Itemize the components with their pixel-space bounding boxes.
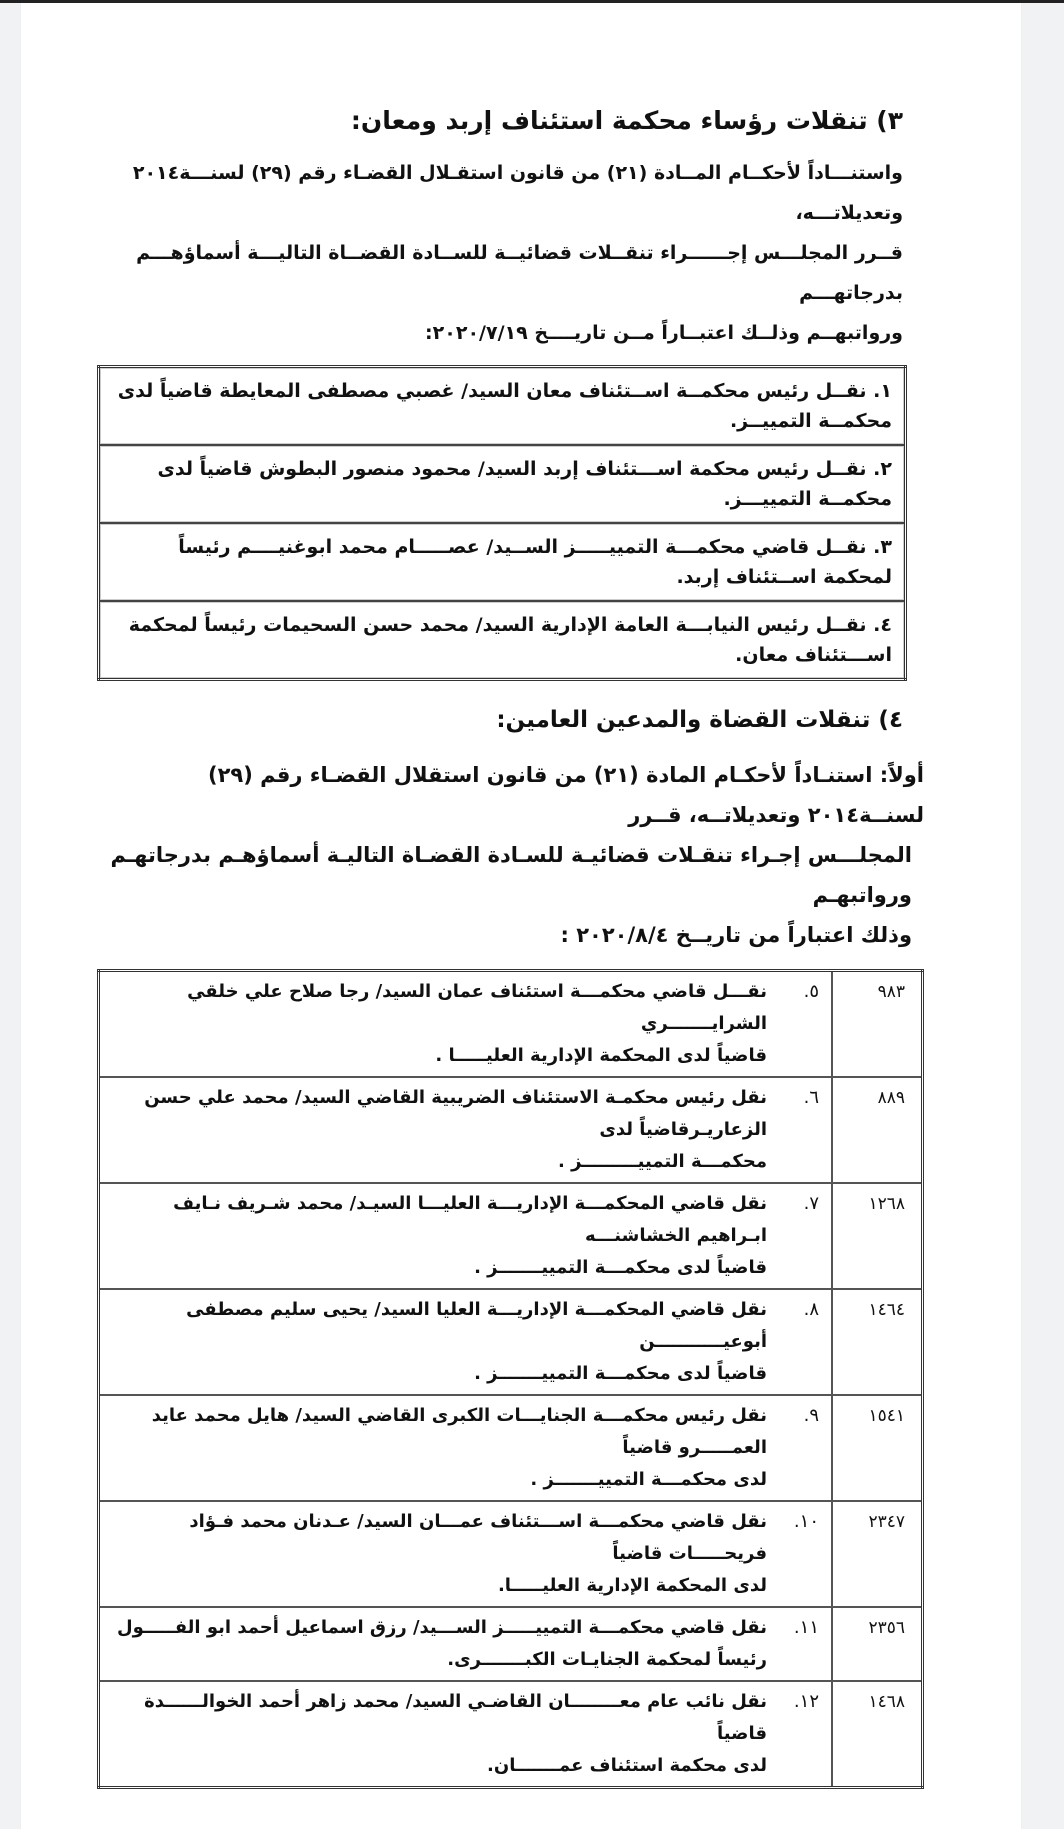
paragraph-line: المجلـــس إجـراء تنقـلات قضائيـة للسـادة القضـاة التاليـة أسماؤهـم بدرجاتهـم ورواتبهـم	[110, 843, 912, 907]
transfer-cell	[99, 971, 833, 1078]
transfer-text: نقل رئيس محكمـة الاستئناف الضريبية القاضي السيد/ محمد علي حسن الزعاريـرقاضياً لدى	[144, 1087, 767, 1140]
transfer-line-2: قاضياً لدى محكمـــة التمييـــــــز .	[474, 1257, 767, 1278]
transfer-cell	[99, 1077, 833, 1183]
table-row	[99, 445, 906, 523]
transfer-cell	[99, 1501, 833, 1607]
table-row	[99, 1607, 923, 1681]
section-3-heading: ٣) تنقلات رؤساء محكمة استئناف إربد ومعان:	[350, 106, 903, 135]
section-4-transfers-table	[97, 969, 924, 1789]
item-index: ٧.	[803, 1193, 819, 1214]
record-number: ١٥٤١	[832, 1395, 923, 1501]
record-number: ٢٣٥٦	[832, 1607, 923, 1681]
section-4-paragraph	[97, 755, 924, 955]
record-number: ٨٨٩	[832, 1077, 923, 1183]
transfer-cell	[99, 1681, 833, 1788]
transfer-line-2: قاضياً لدى المحكمة الإدارية العليـــــا .	[435, 1045, 767, 1066]
paragraph-line: واستنـــاداً لأحكــام المــادة (٢١) من قانون استقـلال القضـاء رقم (٢٩) لسنـــة٢٠١٤ وتعديلاتـــه،	[132, 162, 903, 224]
paragraph-line: أولاً: استنـاداً لأحكـام المادة (٢١) من قانون استقلال القضـاء رقم (٢٩) لسنــة٢٠١٤ وتعديلاتــه، قــرر	[208, 763, 924, 827]
record-number: ٢٣٤٧	[832, 1501, 923, 1607]
table-row	[99, 523, 906, 601]
transfer-line-2: لدى المحكمة الإدارية العليـــــا.	[497, 1575, 767, 1596]
table-row	[99, 1395, 923, 1501]
transfer-text: نقل قاضي المحكمـــة الإداريـــة العليـــا السيـد/ محمد شـريف نـايف ابـراهيم الخشاشنـــه	[173, 1193, 767, 1246]
transfer-text: نقل نائب عام معــــــــان القاضـي السيد/ محمد زاهر أحمد الخوالــــــدة قاضياً	[144, 1691, 767, 1744]
document-page	[21, 3, 1021, 1829]
transfer-line-1	[108, 1188, 819, 1252]
transfer-cell	[99, 1289, 833, 1395]
transfer-line-1	[108, 1294, 819, 1358]
item-index: ١٠.	[793, 1511, 819, 1532]
record-number: ٩٨٣	[832, 971, 923, 1078]
table-row	[99, 601, 906, 680]
section-3-paragraph	[97, 153, 903, 353]
paragraph-line: قــرر المجلـــس إجــــــراء تنقــلات قضائيــة للســادة القضــاة التاليـــة أسماؤهـــم بدرجاتهـــم	[136, 242, 903, 304]
transfer-cell: ٤. نقــل رئيس النيابـــة العامة الإدارية السيد/ محمد حسن السحيمات رئيساً لمحكمة اســـتئناف معان.	[99, 601, 906, 680]
transfer-text: نقل قاضي محكمـــة اســـتئناف عمـــان السيد/ عـدنان محمد فـؤاد فريحـــــات قاضياً	[189, 1511, 767, 1564]
transfer-line-1	[108, 1082, 819, 1146]
table-row	[99, 1501, 923, 1607]
transfer-text: نقل رئيس محكمـــة الجنايـــات الكبرى القاضي السيد/ هايل محمد عايد العمـــــرو قاضياً	[151, 1405, 767, 1458]
transfer-cell: ٢. نقــل رئيس محكمة اســـتئناف إربد السيد/ محمود منصور البطوش قاضياً لدى محكمــة التمييـــز.	[99, 445, 906, 523]
transfer-line-1	[108, 1686, 819, 1750]
transfer-cell	[99, 1183, 833, 1289]
item-index: ٩.	[803, 1405, 819, 1426]
transfer-line-1	[108, 1506, 819, 1570]
transfer-text: نقل قاضي المحكمـــة الإداريـــة العليا السيد/ يحيى سليم مصطفى أبوعيـــــــــــن	[186, 1299, 767, 1352]
table-row	[99, 971, 923, 1078]
section-3-transfers-table	[97, 365, 907, 681]
transfer-line-1	[108, 1612, 819, 1644]
section-4-heading: ٤) تنقلات القضاة والمدعين العامين:	[496, 707, 903, 733]
transfer-line-2: محكمـــة التمييـــــــــز .	[557, 1151, 767, 1172]
transfer-line-2: قاضياً لدى محكمـــة التمييـــــــز .	[474, 1363, 767, 1384]
table-row	[99, 367, 906, 446]
item-index: ١١.	[793, 1617, 819, 1638]
transfer-line-2: لدى محكمـــة التمييـــــــز .	[530, 1469, 767, 1490]
transfer-line-1	[108, 976, 819, 1040]
item-index: ٨.	[803, 1299, 819, 1320]
paragraph-line: وذلك اعتباراً من تاريــخ ٢٠٢٠/٨/٤ :	[560, 923, 912, 947]
item-index: ٥.	[803, 981, 819, 1002]
item-index: ٦.	[803, 1087, 819, 1108]
transfer-cell: ١. نقــل رئيس محكمــة اســتئناف معان السيد/ غصبي مصطفى المعايطة قاضياً لدى محكمــة التمييــز.	[99, 367, 906, 446]
table-row	[99, 1289, 923, 1395]
transfer-cell	[99, 1607, 833, 1681]
table-row	[99, 1077, 923, 1183]
transfer-line-2: لدى محكمة استئناف عمـــــــان.	[487, 1755, 767, 1776]
record-number: ١٤٦٨	[832, 1681, 923, 1788]
item-index: ١٢.	[793, 1691, 819, 1712]
paragraph-line: ورواتبهــم وذلــك اعتبــاراً مــن تاريــــخ ٢٠٢٠/٧/١٩:	[425, 322, 903, 344]
transfer-cell	[99, 1395, 833, 1501]
record-number: ١٢٦٨	[832, 1183, 923, 1289]
transfer-line-2: رئيساً لمحكمة الجنايـات الكبـــــــرى.	[447, 1649, 767, 1670]
record-number: ١٤٦٤	[832, 1289, 923, 1395]
table-row	[99, 1183, 923, 1289]
transfer-text: نقل قاضي محكمـــة التمييـــــز الســـيد/ رزق اسماعيل أحمد ابو الفـــــول	[117, 1617, 767, 1638]
table-row	[99, 1681, 923, 1788]
transfer-cell: ٣. نقــل قاضي محكمـــة التمييـــــز الســيد/ عصـــــام محمد ابوغنيــــم رئيساً لمحكمة اســتئناف إربد.	[99, 523, 906, 601]
transfer-text: نقـــل قاضي محكمـــة استئناف عمان السيد/ رجا صلاح علي خلقي الشرايـــــــري	[187, 981, 767, 1034]
transfer-line-1	[108, 1400, 819, 1464]
